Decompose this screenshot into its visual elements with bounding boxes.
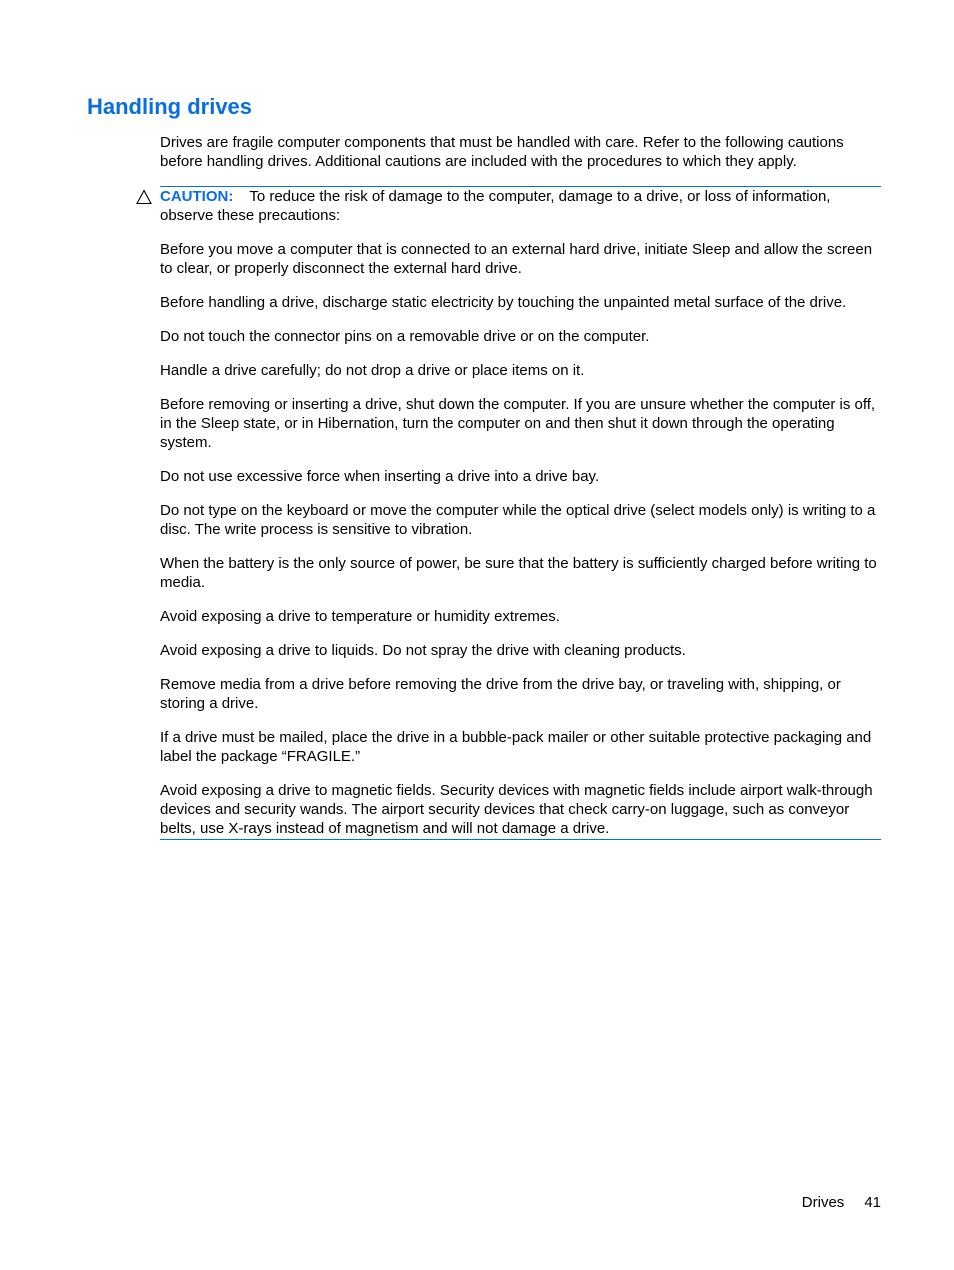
caution-item: Do not type on the keyboard or move the computer while the optical drive (select models only) is writing to a disc. The write process is sensitive to vibration. [160,502,876,538]
caution-item: Before handling a drive, discharge static electricity by touching the unpainted metal surface of the drive. [160,294,847,311]
caution-item: Remove media from a drive before removing the drive from the drive bay, or traveling with, shipping, or storing a drive. [160,676,841,712]
caution-item: Avoid exposing a drive to magnetic fields. Security devices with magnetic fields include airport walk-through devices and security wands. The airport security devices that check carry-on luggage, such as conveyor belts, use X-rays instead of magnetism and will not damage a drive. [160,782,873,837]
caution-item: If a drive must be mailed, place the drive in a bubble-pack mailer or other suitable protective packaging and label the package “FRAGILE.” [160,729,872,765]
caution-lead-text: To reduce the risk of damage to the computer, damage to a drive, or loss of information, observe these precautions: [160,188,831,224]
page-footer [802,1193,881,1212]
caution-item: When the battery is the only source of power, be sure that the battery is sufficiently charged before writing to media. [160,555,877,591]
caution-triangle-icon [136,189,152,205]
caution-item: Avoid exposing a drive to temperature or humidity extremes. [160,608,560,625]
caution-item: Do not touch the connector pins on a removable drive or on the computer. [160,328,650,345]
caution-item: Before removing or inserting a drive, shut down the computer. If you are unsure whether the computer is off, in the Sleep state, or in Hibernation, turn the computer on and then shut it down through the operating system. [160,396,876,451]
intro-paragraph: Drives are fragile computer components that must be handled with care. Refer to the following cautions before handling drives. Additional cautions are included with the procedures to which they apply. [160,134,844,170]
caution-label: CAUTION: [160,188,234,205]
caution-item: Do not use excessive force when inserting a drive into a drive bay. [160,468,600,485]
caution-lead [160,187,881,225]
footer-section: Drives [801,1194,845,1211]
caution-item: Before you move a computer that is connected to an external hard drive, initiate Sleep and allow the screen to clear, or properly disconnect the external hard drive. [160,241,873,277]
page-number: 41 [864,1194,881,1211]
caution-box [160,186,881,840]
page-title: Handling drives [87,94,253,119]
caution-item: Avoid exposing a drive to liquids. Do not spray the drive with cleaning products. [160,642,686,659]
caution-item: Handle a drive carefully; do not drop a drive or place items on it. [160,362,585,379]
